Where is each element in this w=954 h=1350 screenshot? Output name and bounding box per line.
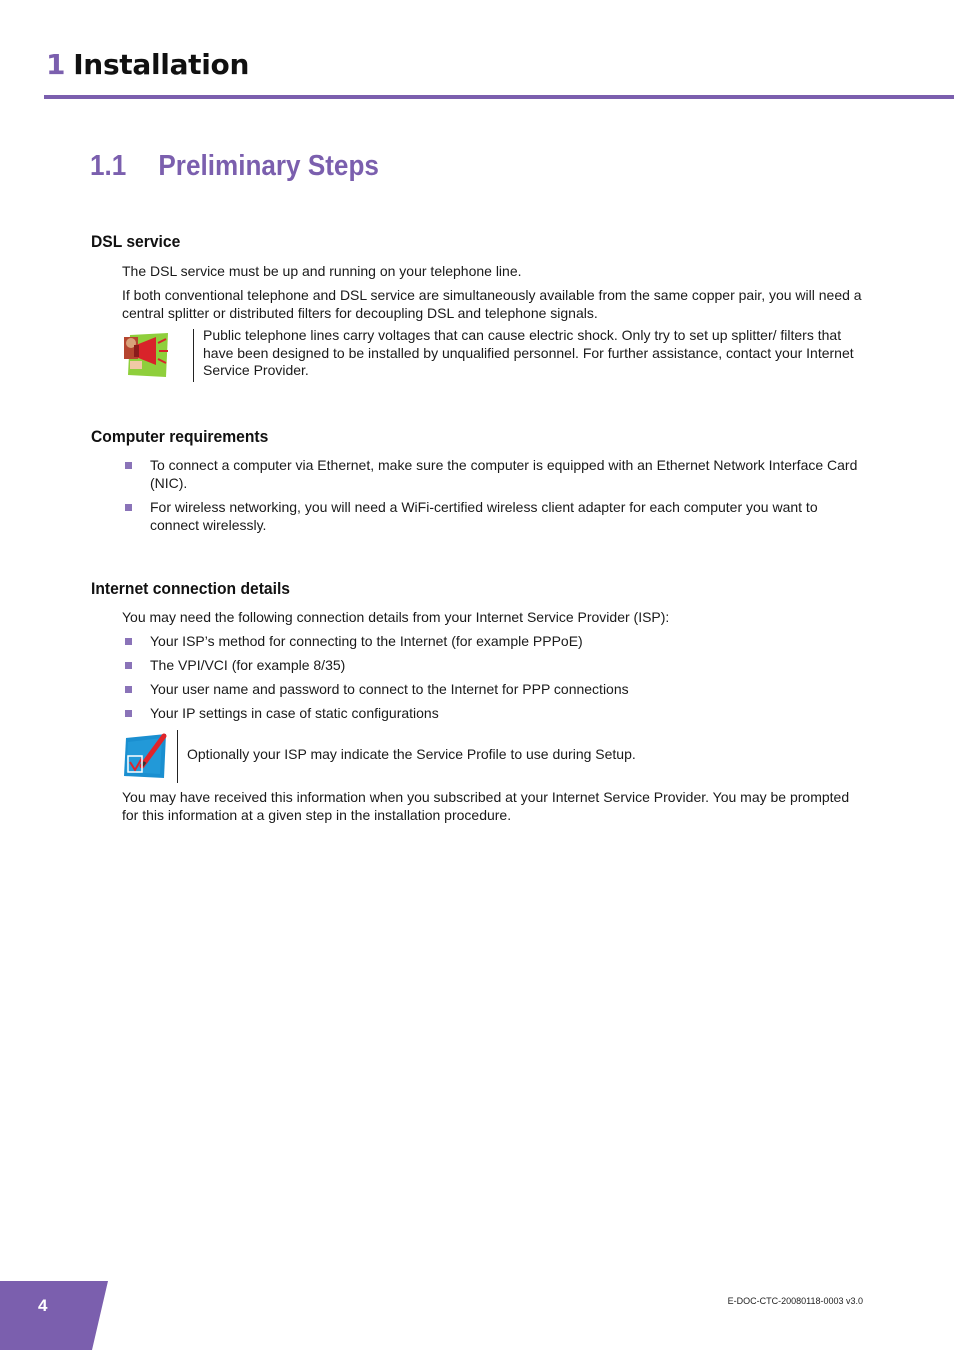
- chapter-divider: [44, 95, 954, 99]
- list-item-text: For wireless networking, you will need a WiFi-certified wireless client adapter for each computer you want to connect wirelessly.: [150, 499, 818, 533]
- bullet-icon: [125, 638, 132, 645]
- bullet-icon: [125, 710, 132, 717]
- warning-divider: [193, 329, 194, 382]
- list-item: [122, 499, 867, 534]
- footer-page-tab: [0, 1281, 108, 1350]
- dsl-heading: DSL service: [91, 232, 181, 251]
- chapter-title-text: Installation: [73, 48, 250, 81]
- list-item: [122, 705, 867, 723]
- chapter-title: [46, 48, 249, 81]
- page-number: 4: [38, 1296, 48, 1315]
- internet-intro: You may need the following connection details from your Internet Service Provider (ISP):: [122, 609, 670, 625]
- dsl-para-1: The DSL service must be up and running on your telephone line.: [122, 263, 522, 279]
- list-item-text: Your ISP’s method for connecting to the Internet (for example PPPoE): [150, 633, 583, 649]
- dsl-para-2: If both conventional telephone and DSL service are simultaneously available from the same copper pair, you will need a central splitter or distributed filters for decoupling DSL and telephone signals.: [122, 287, 862, 321]
- list-item-text: To connect a computer via Ethernet, make sure the computer is equipped with an Ethernet Network Interface Card (NIC).: [150, 457, 858, 491]
- list-item: [122, 657, 867, 675]
- bullet-icon: [125, 662, 132, 669]
- section-number: 1.1: [90, 150, 127, 182]
- list-item: [122, 633, 867, 651]
- warning-text: Public telephone lines carry voltages that can cause electric shock. Only try to set up splitter/ filters that have been designed to be installed by unqualified personnel. For further assistance, contact your Internet Service Provider.: [203, 327, 854, 378]
- section-title: [90, 150, 379, 183]
- computer-heading: Computer requirements: [91, 427, 269, 446]
- chapter-number: 1: [46, 48, 66, 81]
- list-item: [122, 457, 867, 492]
- warning-megaphone-icon: [122, 331, 170, 379]
- note-pencil-check-icon: [122, 732, 168, 780]
- list-item-text: Your IP settings in case of static configurations: [150, 705, 439, 721]
- document-id: E-DOC-CTC-20080118-0003 v3.0: [727, 1296, 863, 1306]
- note-text: Optionally your ISP may indicate the Service Profile to use during Setup.: [187, 746, 636, 762]
- bullet-icon: [125, 462, 132, 469]
- bullet-icon: [125, 504, 132, 511]
- section-title-text: Preliminary Steps: [158, 150, 379, 182]
- internet-heading: Internet connection details: [91, 579, 291, 598]
- note-divider: [177, 730, 178, 783]
- bullet-icon: [125, 686, 132, 693]
- internet-closing: You may have received this information when you subscribed at your Internet Service Provider. You may be prompted for this information at a given step in the installation procedure.: [122, 789, 850, 823]
- list-item: [122, 681, 867, 699]
- list-item-text: The VPI/VCI (for example 8/35): [150, 657, 346, 673]
- list-item-text: Your user name and password to connect to the Internet for PPP connections: [150, 681, 629, 697]
